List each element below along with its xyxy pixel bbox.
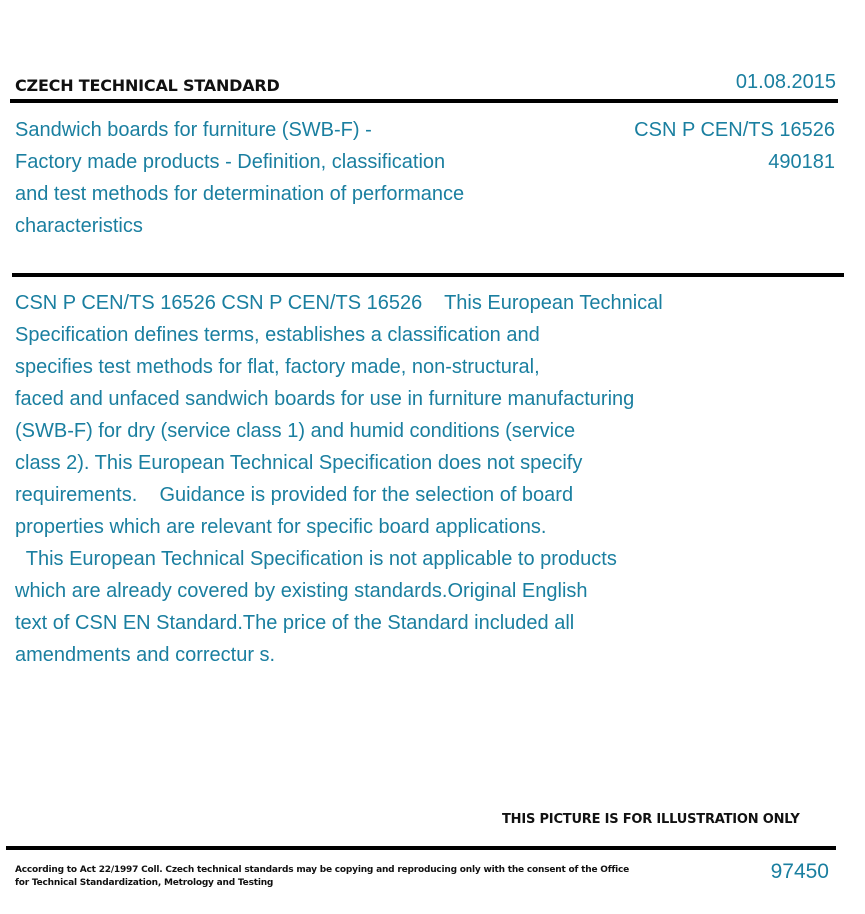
description-line: specifies test methods for flat, factory made, non-structural, xyxy=(15,356,540,378)
illustration-disclaimer: THIS PICTURE IS FOR ILLUSTRATION ONLY xyxy=(502,812,800,827)
title-line: and test methods for determination of performance xyxy=(15,183,465,205)
description-line: CSN P CEN/TS 16526 CSN P CEN/TS 16526 This European Technical xyxy=(15,292,663,314)
standard-description xyxy=(15,287,735,671)
title-line: Factory made products - Definition, classification xyxy=(15,151,446,173)
publication-date: 01.08.2015 xyxy=(735,71,836,93)
description-line: Specification defines terms, establishes a classification and xyxy=(15,324,540,346)
description-line: properties which are relevant for specific board applications. xyxy=(15,516,547,538)
footer-divider xyxy=(6,846,836,850)
standard-title xyxy=(15,114,515,242)
legal-line: According to Act 22/1997 Coll. Czech technical standards may be copying and reproducing only with the consent of the Office xyxy=(15,865,630,875)
standard-identifier xyxy=(634,114,835,178)
title-line: Sandwich boards for furniture (SWB-F) - xyxy=(15,119,372,141)
legal-notice xyxy=(15,864,629,890)
header-divider xyxy=(10,99,838,103)
description-line: which are already covered by existing standards.Original English xyxy=(15,580,588,602)
title-divider xyxy=(12,273,844,277)
classification-number: 490181 xyxy=(768,151,835,173)
description-line: (SWB-F) for dry (service class 1) and humid conditions (service xyxy=(15,420,576,442)
description-line: requirements. Guidance is provided for the selection of board xyxy=(15,484,574,506)
description-line: amendments and correctur s. xyxy=(15,644,276,666)
standard-code: CSN P CEN/TS 16526 xyxy=(634,119,835,141)
description-line: faced and unfaced sandwich boards for use in furniture manufacturing xyxy=(15,388,635,410)
title-line: characteristics xyxy=(15,215,143,237)
product-number: 97450 xyxy=(770,860,829,883)
description-line: class 2). This European Technical Specification does not specify xyxy=(15,452,583,474)
document-type-label: CZECH TECHNICAL STANDARD xyxy=(15,76,280,95)
legal-line: for Technical Standardization, Metrology and Testing xyxy=(15,878,274,888)
description-line: This European Technical Specification is not applicable to products xyxy=(15,548,617,570)
description-line: text of CSN EN Standard.The price of the Standard included all xyxy=(15,612,575,634)
